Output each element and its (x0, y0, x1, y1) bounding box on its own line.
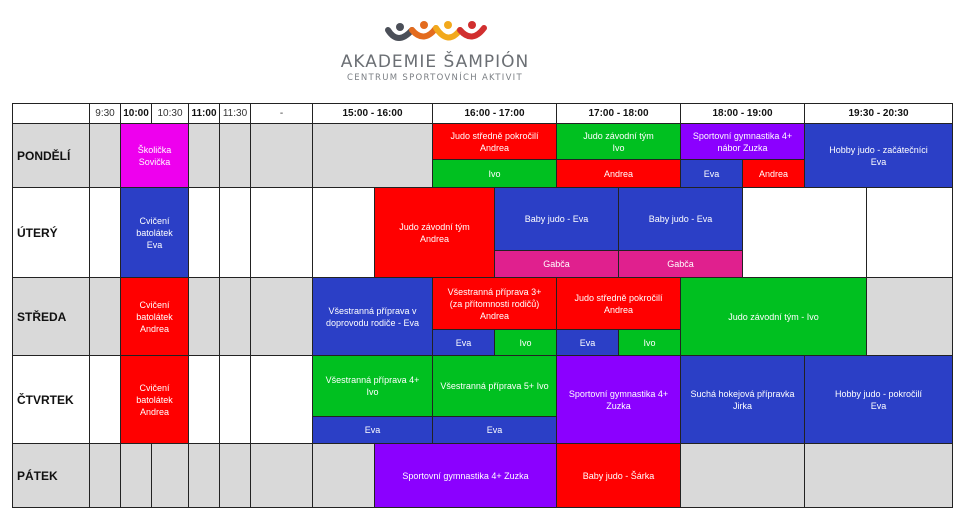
empty-slot (188, 123, 220, 188)
class-coach: Andrea (603, 304, 634, 315)
empty-slot (312, 443, 375, 508)
class-split[interactable]: Eva (432, 416, 557, 444)
class-coach: Andrea (139, 406, 170, 417)
empty-slot (250, 187, 313, 278)
class-vsestranna-5[interactable]: Všestranná příprava 5+ Ivo (432, 355, 557, 417)
class-sub: nábor Zuzka (717, 142, 768, 153)
class-split[interactable]: Andrea (556, 159, 681, 188)
time-header: 18:00 - 19:00 (680, 103, 805, 124)
class-title: Judo závodní tým (399, 221, 470, 232)
time-header: 11:30 (219, 103, 251, 124)
empty-slot (866, 277, 953, 356)
empty-slot (89, 277, 121, 356)
class-vsestranna-4[interactable] (312, 355, 433, 417)
schedule-table (12, 103, 953, 508)
empty-slot (250, 123, 313, 188)
class-coach: Jirka (732, 400, 752, 411)
time-header: 19:30 - 20:30 (804, 103, 953, 124)
class-hokej[interactable] (680, 355, 805, 444)
day-label: ÚTERÝ (12, 187, 90, 278)
class-coach: Andrea (139, 323, 170, 334)
empty-slot (188, 277, 220, 356)
day-label: PÁTEK (12, 443, 90, 508)
class-batolatek[interactable] (120, 277, 189, 356)
class-split[interactable]: Eva (312, 416, 433, 444)
class-skolicka[interactable]: Školička Sovička (120, 123, 189, 188)
class-title: Hobby judo - začátečníci (829, 144, 928, 155)
empty-slot (219, 443, 251, 508)
class-gymnastika[interactable]: Sportovní gymnastika 4+ Zuzka (374, 443, 557, 508)
empty-slot (89, 443, 121, 508)
empty-slot (89, 355, 121, 444)
class-title: Judo středně pokročilí (574, 292, 663, 303)
class-split[interactable]: Ivo (494, 329, 557, 356)
class-title: Všestranná příprava 3+ (447, 286, 542, 297)
time-header: 9:30 (89, 103, 121, 124)
logo-figures-icon (0, 0, 970, 100)
empty-slot (680, 443, 805, 508)
class-judo-zavodni[interactable]: Judo závodní tým - Ivo (680, 277, 867, 356)
day-label: STŘEDA (12, 277, 90, 356)
empty-slot (250, 443, 313, 508)
class-title: Cvičení batolátek (136, 299, 173, 322)
class-coach: Eva (146, 239, 163, 250)
class-title: Hobby judo - pokročilí (834, 388, 923, 399)
class-coach: Eva (870, 400, 887, 411)
brand-tagline: CENTRUM SPORTOVNÍCH AKTIVIT (346, 73, 523, 83)
empty-slot (250, 277, 313, 356)
class-batolatek[interactable] (120, 355, 189, 444)
class-gymnastika[interactable] (556, 355, 681, 444)
empty-slot (188, 187, 220, 278)
time-header: 10:00 (120, 103, 152, 124)
corner-cell (12, 103, 90, 124)
class-title: Sportovní gymnastika 4+ (692, 130, 793, 141)
class-coach: Andrea (479, 142, 510, 153)
empty-slot (312, 123, 433, 188)
empty-slot (742, 187, 867, 278)
class-coach: Andrea (419, 233, 450, 244)
empty-slot (188, 443, 220, 508)
class-split[interactable]: Andrea (742, 159, 805, 188)
class-split[interactable]: Gabča (494, 250, 619, 278)
class-split[interactable]: Eva (680, 159, 743, 188)
class-hobby-judo[interactable] (804, 355, 953, 444)
time-header: - (250, 103, 313, 124)
empty-slot (89, 187, 121, 278)
empty-slot (151, 443, 189, 508)
class-coach: Eva (870, 156, 887, 167)
time-header: 10:30 (151, 103, 189, 124)
class-split[interactable]: Ivo (618, 329, 681, 356)
empty-slot (219, 355, 251, 444)
class-batolatek[interactable] (120, 187, 189, 278)
class-title: Cvičení batolátek (136, 215, 173, 238)
empty-slot (89, 123, 121, 188)
class-split[interactable]: Gabča (618, 250, 743, 278)
empty-slot (219, 277, 251, 356)
day-label: ČTVRTEK (12, 355, 90, 444)
empty-slot (804, 443, 953, 508)
class-judo-zavodni[interactable] (556, 123, 681, 160)
class-judo-stredne[interactable] (432, 123, 557, 160)
class-judo-zavodni[interactable] (374, 187, 495, 278)
class-split[interactable]: Eva (556, 329, 619, 356)
class-hobby-judo[interactable] (804, 123, 953, 188)
class-vsestranna-3[interactable] (432, 277, 557, 330)
class-coach: Ivo (366, 387, 379, 397)
class-coach: Zuzka (606, 400, 631, 411)
class-title: Suchá hokejová přípravka (690, 388, 795, 399)
empty-slot (250, 355, 313, 444)
class-coach: Ivo (612, 142, 625, 153)
class-split[interactable]: Eva (432, 329, 495, 356)
class-judo-stredne[interactable] (556, 277, 681, 330)
time-header: 16:00 - 17:00 (432, 103, 557, 124)
class-title: Všestranná příprava 4+ (325, 375, 420, 385)
class-gymnastika[interactable] (680, 123, 805, 160)
class-vsestranna-rodic[interactable]: Všestranná příprava v doprovodu rodiče - Eva (312, 277, 433, 356)
class-baby-judo[interactable]: Baby judo - Eva (494, 187, 619, 251)
empty-slot (120, 443, 152, 508)
empty-slot (312, 187, 375, 278)
class-title: Judo středně pokročilí (450, 130, 539, 141)
empty-slot (219, 123, 251, 188)
class-title: Judo závodní tým (583, 130, 654, 141)
class-title: Cvičení batolátek (136, 382, 173, 405)
time-header: 15:00 - 16:00 (312, 103, 433, 124)
time-header: 11:00 (188, 103, 220, 124)
empty-slot (188, 355, 220, 444)
class-split[interactable]: Ivo (432, 159, 557, 188)
class-baby-judo[interactable]: Baby judo - Eva (618, 187, 743, 251)
class-title: Sportovní gymnastika 4+ (568, 388, 669, 399)
day-label: PONDĚLÍ (12, 123, 90, 188)
class-sub: (za přítomnosti rodičů) (449, 298, 540, 309)
brand-name: AKADEMIE ŠAMPIÓN (340, 52, 530, 72)
class-coach: Andrea (479, 310, 510, 321)
empty-slot (219, 187, 251, 278)
time-header: 17:00 - 18:00 (556, 103, 681, 124)
class-baby-judo[interactable]: Baby judo - Šárka (556, 443, 681, 508)
empty-slot (866, 187, 953, 278)
